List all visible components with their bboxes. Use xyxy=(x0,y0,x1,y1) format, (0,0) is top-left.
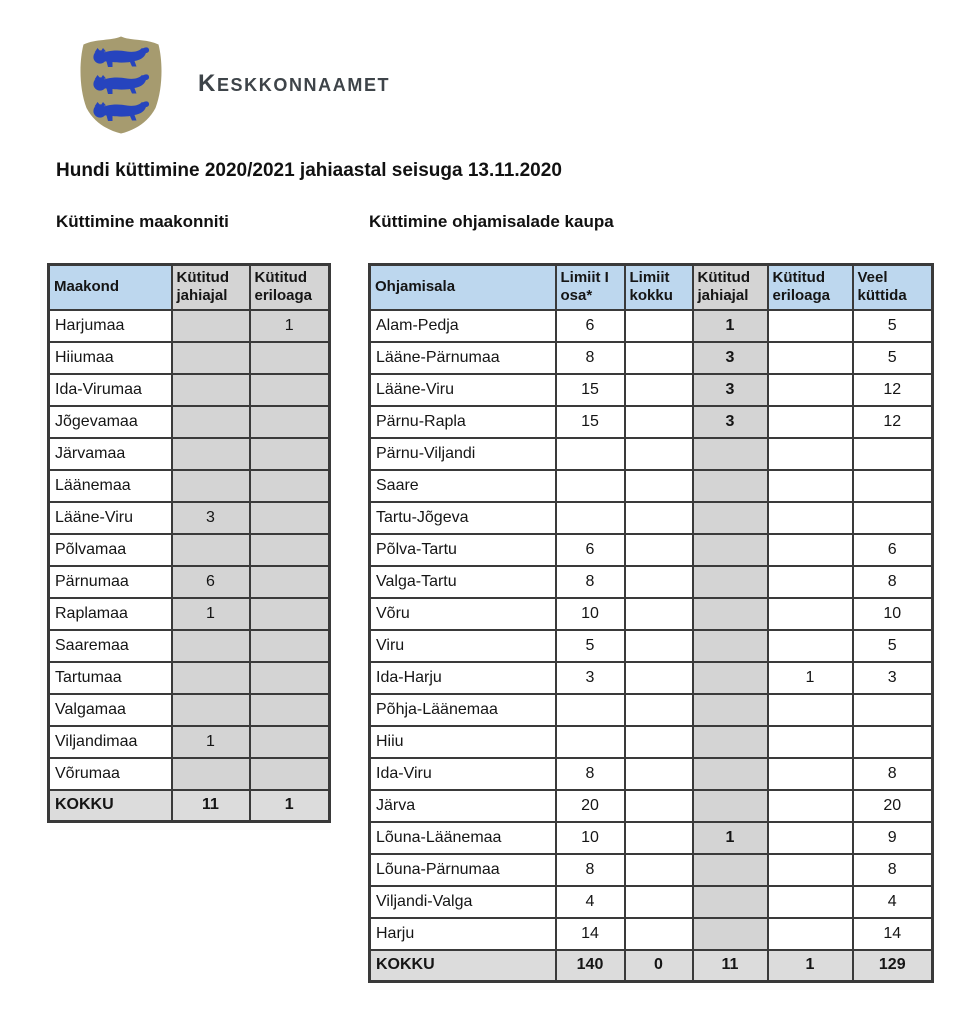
value-cell xyxy=(768,886,853,918)
area-name-cell: Ida-Viru xyxy=(370,758,556,790)
value-cell xyxy=(625,342,693,374)
table-row xyxy=(49,662,330,694)
value-cell xyxy=(693,662,768,694)
value-cell: 6 xyxy=(172,566,250,598)
value-cell xyxy=(172,694,250,726)
value-cell xyxy=(693,438,768,470)
total-value-cell: 129 xyxy=(853,950,933,982)
area-name-cell: Järvamaa xyxy=(49,438,172,470)
area-name-cell: Viljandimaa xyxy=(49,726,172,758)
area-name-cell: Viljandi-Valga xyxy=(370,886,556,918)
column-header: Maakond xyxy=(49,265,172,310)
column-header: Veel küttida xyxy=(853,265,933,310)
value-cell xyxy=(693,598,768,630)
value-cell xyxy=(172,310,250,342)
area-name-cell: Alam-Pedja xyxy=(370,310,556,342)
value-cell: 1 xyxy=(693,822,768,854)
table-row xyxy=(370,470,933,502)
value-cell xyxy=(693,470,768,502)
org-name xyxy=(198,70,390,102)
table-row xyxy=(49,406,330,438)
value-cell xyxy=(250,374,330,406)
area-name-cell: Pärnu-Rapla xyxy=(370,406,556,438)
value-cell: 9 xyxy=(853,822,933,854)
table-row xyxy=(49,470,330,502)
value-cell xyxy=(625,566,693,598)
area-name-cell: Pärnumaa xyxy=(49,566,172,598)
value-cell xyxy=(625,374,693,406)
value-cell xyxy=(768,598,853,630)
value-cell: 12 xyxy=(853,406,933,438)
value-cell xyxy=(693,726,768,758)
table-row xyxy=(370,598,933,630)
keskkonnaamet-logo xyxy=(74,34,390,138)
value-cell: 20 xyxy=(853,790,933,822)
area-name-cell: Lääne-Viru xyxy=(49,502,172,534)
value-cell xyxy=(250,342,330,374)
area-name-cell: Põlvamaa xyxy=(49,534,172,566)
area-name-cell: Hiiumaa xyxy=(49,342,172,374)
area-name-cell: Pärnu-Viljandi xyxy=(370,438,556,470)
area-name-cell: Valgamaa xyxy=(49,694,172,726)
value-cell xyxy=(625,470,693,502)
value-cell xyxy=(768,534,853,566)
value-cell: 8 xyxy=(556,566,625,598)
value-cell xyxy=(250,534,330,566)
area-name-cell: Harjumaa xyxy=(49,310,172,342)
value-cell xyxy=(768,470,853,502)
value-cell xyxy=(250,566,330,598)
value-cell xyxy=(693,694,768,726)
value-cell xyxy=(250,598,330,630)
value-cell xyxy=(250,726,330,758)
value-cell xyxy=(250,502,330,534)
area-name-cell: Ida-Harju xyxy=(370,662,556,694)
county-hunting-table xyxy=(47,263,331,823)
table-row xyxy=(370,726,933,758)
value-cell: 6 xyxy=(556,534,625,566)
area-name-cell: Valga-Tartu xyxy=(370,566,556,598)
table-row xyxy=(370,662,933,694)
table-row xyxy=(370,822,933,854)
value-cell: 1 xyxy=(250,310,330,342)
value-cell xyxy=(625,598,693,630)
value-cell xyxy=(625,662,693,694)
table-row xyxy=(49,534,330,566)
header-row xyxy=(370,265,933,310)
area-name-cell: Põlva-Tartu xyxy=(370,534,556,566)
value-cell: 3 xyxy=(693,374,768,406)
value-cell xyxy=(693,886,768,918)
page-title: Hundi küttimine 2020/2021 jahiaastal seisuga 13.11.2020 xyxy=(56,160,562,181)
area-name-cell: Lõuna-Läänemaa xyxy=(370,822,556,854)
value-cell xyxy=(625,438,693,470)
value-cell xyxy=(853,694,933,726)
area-name-cell: Lääne-Viru xyxy=(370,374,556,406)
value-cell: 8 xyxy=(556,342,625,374)
table-row xyxy=(49,502,330,534)
value-cell xyxy=(693,502,768,534)
column-header: Kütitud jahiajal xyxy=(172,265,250,310)
table-row xyxy=(370,502,933,534)
value-cell: 8 xyxy=(556,854,625,886)
area-name-cell: Tartumaa xyxy=(49,662,172,694)
value-cell xyxy=(768,502,853,534)
column-header: Limiit I osa* xyxy=(556,265,625,310)
value-cell xyxy=(172,534,250,566)
value-cell xyxy=(693,918,768,950)
value-cell xyxy=(250,758,330,790)
area-name-cell: Hiiu xyxy=(370,726,556,758)
table-row xyxy=(49,598,330,630)
value-cell xyxy=(768,342,853,374)
value-cell xyxy=(768,854,853,886)
value-cell xyxy=(172,662,250,694)
value-cell xyxy=(768,694,853,726)
value-cell: 8 xyxy=(853,566,933,598)
value-cell xyxy=(693,534,768,566)
value-cell xyxy=(556,502,625,534)
value-cell xyxy=(250,662,330,694)
value-cell xyxy=(625,918,693,950)
total-label-cell: KOKKU xyxy=(370,950,556,982)
value-cell xyxy=(625,534,693,566)
value-cell xyxy=(172,470,250,502)
area-name-cell: Tartu-Jõgeva xyxy=(370,502,556,534)
value-cell: 5 xyxy=(853,310,933,342)
table-row xyxy=(49,758,330,790)
value-cell xyxy=(625,790,693,822)
value-cell: 1 xyxy=(172,598,250,630)
value-cell xyxy=(625,694,693,726)
value-cell: 14 xyxy=(556,918,625,950)
table-row xyxy=(49,726,330,758)
value-cell: 10 xyxy=(556,822,625,854)
area-name-cell: Ida-Virumaa xyxy=(49,374,172,406)
area-name-cell: Saare xyxy=(370,470,556,502)
total-value-cell: 0 xyxy=(625,950,693,982)
area-name-cell: Põhja-Läänemaa xyxy=(370,694,556,726)
area-name-cell: Võrumaa xyxy=(49,758,172,790)
value-cell: 6 xyxy=(853,534,933,566)
value-cell: 3 xyxy=(693,406,768,438)
org-name-initial: K xyxy=(198,70,217,97)
management-area-hunting-table xyxy=(368,263,934,983)
value-cell xyxy=(625,406,693,438)
table-row xyxy=(49,374,330,406)
column-header: Kütitud eriloaga xyxy=(250,265,330,310)
table-row xyxy=(370,534,933,566)
table-row xyxy=(49,310,330,342)
value-cell xyxy=(625,630,693,662)
value-cell xyxy=(768,726,853,758)
area-name-cell: Lääne-Pärnumaa xyxy=(370,342,556,374)
total-row xyxy=(370,950,933,982)
value-cell xyxy=(250,470,330,502)
value-cell: 3 xyxy=(556,662,625,694)
value-cell xyxy=(625,726,693,758)
value-cell xyxy=(172,406,250,438)
value-cell: 6 xyxy=(556,310,625,342)
value-cell xyxy=(172,630,250,662)
county-table-subtitle: Küttimine maakonniti xyxy=(56,212,229,231)
table-row xyxy=(370,694,933,726)
table-row xyxy=(370,918,933,950)
value-cell xyxy=(693,758,768,790)
table-row xyxy=(49,438,330,470)
value-cell xyxy=(768,374,853,406)
value-cell xyxy=(768,566,853,598)
value-cell xyxy=(693,790,768,822)
header-row xyxy=(49,265,330,310)
area-name-cell: Jõgevamaa xyxy=(49,406,172,438)
value-cell xyxy=(172,342,250,374)
column-header: Limiit kokku xyxy=(625,265,693,310)
table-row xyxy=(370,566,933,598)
table-row xyxy=(370,854,933,886)
value-cell xyxy=(556,470,625,502)
area-name-cell: Võru xyxy=(370,598,556,630)
value-cell: 8 xyxy=(853,854,933,886)
value-cell: 3 xyxy=(172,502,250,534)
value-cell xyxy=(768,918,853,950)
value-cell xyxy=(250,694,330,726)
value-cell: 4 xyxy=(556,886,625,918)
area-name-cell: Järva xyxy=(370,790,556,822)
value-cell xyxy=(693,566,768,598)
value-cell: 5 xyxy=(853,630,933,662)
table-row xyxy=(370,310,933,342)
column-header: Ohjamisala xyxy=(370,265,556,310)
value-cell: 14 xyxy=(853,918,933,950)
area-name-cell: Raplamaa xyxy=(49,598,172,630)
table-row xyxy=(370,790,933,822)
total-row xyxy=(49,790,330,822)
value-cell: 1 xyxy=(768,662,853,694)
table-row xyxy=(370,406,933,438)
value-cell xyxy=(250,406,330,438)
table-row xyxy=(370,342,933,374)
value-cell: 4 xyxy=(853,886,933,918)
value-cell xyxy=(172,374,250,406)
total-value-cell: 1 xyxy=(768,950,853,982)
value-cell xyxy=(625,854,693,886)
org-name-rest: ESKKONNAAMET xyxy=(216,75,391,95)
value-cell: 15 xyxy=(556,406,625,438)
area-name-cell: Harju xyxy=(370,918,556,950)
total-label-cell: KOKKU xyxy=(49,790,172,822)
value-cell xyxy=(625,758,693,790)
value-cell: 10 xyxy=(853,598,933,630)
total-value-cell: 1 xyxy=(250,790,330,822)
value-cell: 5 xyxy=(853,342,933,374)
total-value-cell: 140 xyxy=(556,950,625,982)
area-name-cell: Lõuna-Pärnumaa xyxy=(370,854,556,886)
value-cell xyxy=(625,822,693,854)
value-cell xyxy=(768,438,853,470)
total-value-cell: 11 xyxy=(693,950,768,982)
value-cell xyxy=(768,822,853,854)
value-cell: 15 xyxy=(556,374,625,406)
table-row xyxy=(49,694,330,726)
area-name-cell: Läänemaa xyxy=(49,470,172,502)
value-cell: 3 xyxy=(693,342,768,374)
value-cell xyxy=(693,630,768,662)
value-cell xyxy=(768,790,853,822)
value-cell xyxy=(693,854,768,886)
management-area-table-subtitle: Küttimine ohjamisalade kaupa xyxy=(369,212,614,231)
value-cell xyxy=(853,438,933,470)
value-cell xyxy=(768,310,853,342)
area-name-cell: Viru xyxy=(370,630,556,662)
value-cell xyxy=(556,438,625,470)
column-header: Kütitud jahiajal xyxy=(693,265,768,310)
area-name-cell: Saaremaa xyxy=(49,630,172,662)
value-cell xyxy=(625,310,693,342)
table-row xyxy=(49,342,330,374)
value-cell xyxy=(625,886,693,918)
value-cell xyxy=(172,438,250,470)
value-cell: 20 xyxy=(556,790,625,822)
table-row xyxy=(370,438,933,470)
table-row xyxy=(49,630,330,662)
value-cell xyxy=(768,758,853,790)
table-row xyxy=(370,758,933,790)
table-row xyxy=(370,630,933,662)
table-row xyxy=(370,886,933,918)
table-row xyxy=(370,374,933,406)
value-cell xyxy=(556,694,625,726)
value-cell: 3 xyxy=(853,662,933,694)
value-cell xyxy=(853,470,933,502)
value-cell: 5 xyxy=(556,630,625,662)
value-cell xyxy=(556,726,625,758)
value-cell xyxy=(768,630,853,662)
value-cell: 8 xyxy=(853,758,933,790)
value-cell xyxy=(250,438,330,470)
value-cell: 8 xyxy=(556,758,625,790)
column-header: Kütitud eriloaga xyxy=(768,265,853,310)
value-cell xyxy=(853,726,933,758)
total-value-cell: 11 xyxy=(172,790,250,822)
value-cell xyxy=(172,758,250,790)
value-cell: 1 xyxy=(172,726,250,758)
value-cell xyxy=(250,630,330,662)
value-cell: 1 xyxy=(693,310,768,342)
table-row xyxy=(49,566,330,598)
value-cell: 12 xyxy=(853,374,933,406)
value-cell xyxy=(853,502,933,534)
value-cell: 10 xyxy=(556,598,625,630)
value-cell xyxy=(625,502,693,534)
estonia-coat-of-arms-icon xyxy=(74,34,168,138)
value-cell xyxy=(768,406,853,438)
